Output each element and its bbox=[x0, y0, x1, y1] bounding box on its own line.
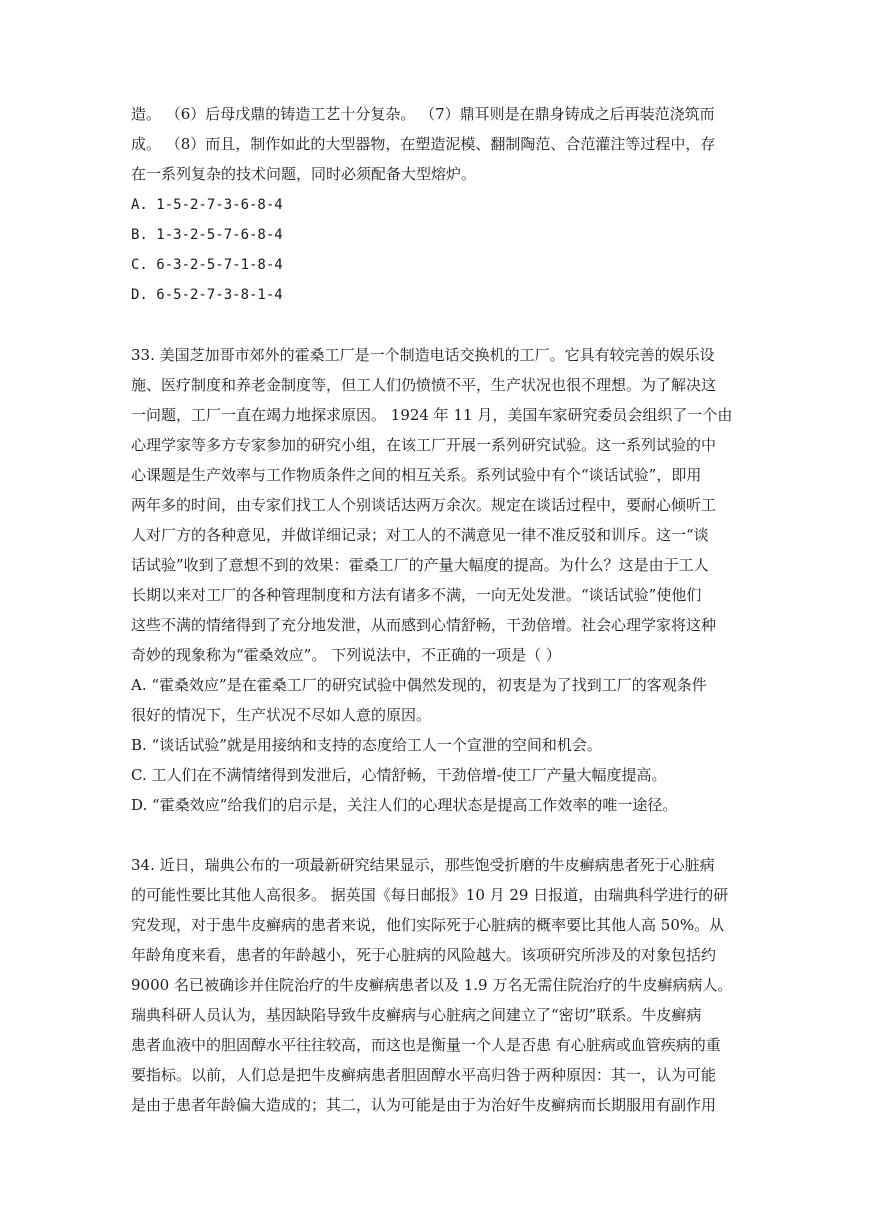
paragraph-line: 成。 （8）而且，制作如此的大型器物，在塑造泥模、翻制陶范、合范灌注等过程中，存 bbox=[131, 135, 716, 153]
paragraph-line: 造。 （6）后母戊鼎的铸造工艺十分复杂。 （7）鼎耳则是在鼎身铸成之后再装范浇筑而 bbox=[131, 105, 715, 123]
paragraph-line: 究发现，对于患牛皮癣病的患者来说，他们实际死于心脏病的概率要比其他人高 50%。从 bbox=[131, 916, 725, 934]
paragraph-line: 的可能性要比其他人高很多。 据英国《每日邮报》10 月 29 日报道，由瑞典科学进行的研 bbox=[131, 886, 729, 904]
option-d: D. 6-5-2-7-3-8-1-4 bbox=[131, 287, 283, 303]
option-c: C. 工人们在不满情绪得到发泄后，心情舒畅，干劲倍增-使工厂产量大幅度提高。 bbox=[131, 766, 667, 784]
paragraph-line: 心课题是生产效率与工作物质条件之间的相互关系。系列试验中有个“谈话试验”，即用 bbox=[131, 466, 702, 484]
option-c: C. 6-3-2-5-7-1-8-4 bbox=[131, 257, 283, 273]
paragraph-line: 人对厂方的各种意见，并做详细记录；对工人的不满意见一律不准反驳和训斥。这一“谈 bbox=[131, 526, 709, 544]
paragraph-line: 年龄角度来看，患者的年龄越小，死于心脏病的风险越大。该项研究所涉及的对象包括约 bbox=[131, 946, 717, 964]
option-a-continuation: 很好的情况下，生产状况不尽如人意的原因。 bbox=[131, 706, 432, 724]
paragraph-line: 长期以来对工厂的各种管理制度和方法有诸多不满，一向无处发泄。“谈话试验”使他们 bbox=[131, 586, 702, 604]
option-a: A. “霍桑效应”是在霍桑工厂的研究试验中偶然发现的，初衷是为了找到工厂的客观条件 bbox=[131, 676, 707, 694]
option-d: D. “霍桑效应”给我们的启示是，关注人们的心理状态是提高工作效率的唯一途径。 bbox=[131, 796, 678, 814]
paragraph-line: 一问题，工厂一直在竭力地探求原因。 1924 年 11 月，美国车家研究委员会组织了一个由 bbox=[131, 406, 733, 424]
paragraph-line: 这些不满的情绪得到了充分地发泄，从而感到心情舒畅，干劲倍增。社会心理学家将这种 bbox=[131, 616, 717, 634]
paragraph-line: 33. 美国芝加哥市郊外的霍桑工厂是一个制造电话交换机的工厂。它具有较完善的娱乐设 bbox=[131, 346, 715, 364]
paragraph-line: 患者血液中的胆固醇水平往往较高，而这也是衡量一个人是否患 有心脏病或血管疾病的重 bbox=[131, 1036, 721, 1054]
paragraph-line: 奇妙的现象称为“霍桑效应”。 下列说法中，不正确的一项是（ ） bbox=[131, 646, 561, 664]
option-a: A. 1-5-2-7-3-6-8-4 bbox=[131, 197, 283, 213]
paragraph-line: 心理学家等多方专家参加的研究小组，在该工厂开展一系列研究试验。这一系列试验的中 bbox=[131, 436, 717, 454]
paragraph-line: 34. 近日，瑞典公布的一项最新研究结果显示，那些饱受折磨的牛皮癣病患者死于心脏病 bbox=[131, 856, 715, 874]
paragraph-line: 9000 名已被确诊并住院治疗的牛皮癣病患者以及 1.9 万名无需住院治疗的牛皮癣病病人。 bbox=[131, 976, 733, 994]
option-b: B. “谈话试验”就是用接纳和支持的态度给工人一个宣泄的空间和机会。 bbox=[131, 736, 602, 754]
paragraph-line: 是由于患者年龄偏大造成的；其二，认为可能是由于为治好牛皮癣病而长期服用有副作用 bbox=[131, 1096, 717, 1114]
paragraph-line: 瑞典科研人员认为，基因缺陷导致牛皮癣病与心脏病之间建立了“密切”联系。牛皮癣病 bbox=[131, 1006, 702, 1024]
option-b: B. 1-3-2-5-7-6-8-4 bbox=[131, 227, 283, 243]
paragraph-line: 在一系列复杂的技术问题，同时必须配备大型熔炉。 bbox=[131, 165, 477, 183]
paragraph-line: 两年多的时间，由专家们找工人个别谈话达两万余次。规定在谈话过程中，要耐心倾听工 bbox=[131, 496, 717, 514]
paragraph-line: 施、医疗制度和养老金制度等，但工人们仍愤愤不平，生产状况也很不理想。为了解决这 bbox=[131, 376, 717, 394]
paragraph-line: 要指标。以前，人们总是把牛皮癣病患者胆固醇水平高归咎于两种原因：其一，认为可能 bbox=[131, 1066, 717, 1084]
paragraph-line: 话试验”收到了意想不到的效果：霍桑工厂的产量大幅度的提高。为什么？这是由于工人 bbox=[131, 556, 709, 574]
